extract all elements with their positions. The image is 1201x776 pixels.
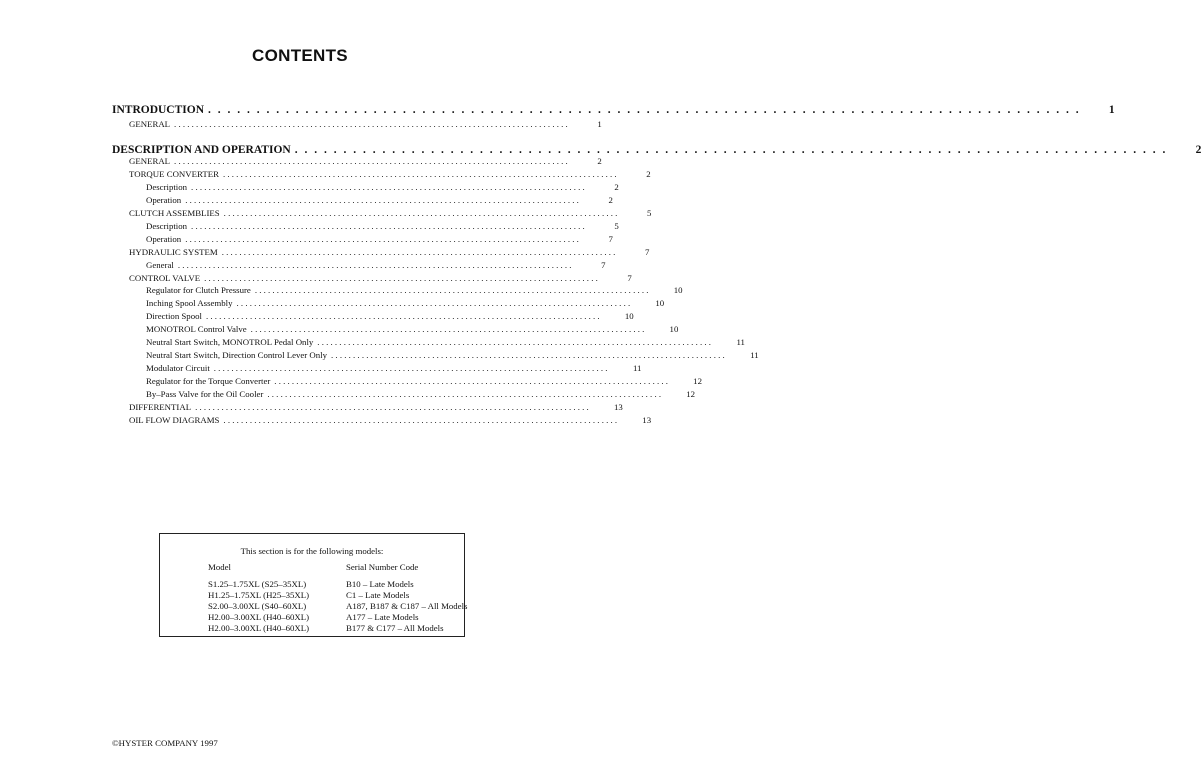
toc-page-number: 11: [750, 350, 759, 360]
toc-page-number: 7: [644, 247, 650, 257]
toc-page-number: 11: [736, 337, 745, 347]
toc-page-number: 10: [669, 324, 679, 334]
toc-page-number: 2: [608, 195, 613, 205]
toc-entry: [112, 376, 702, 387]
toc-entry: [112, 337, 745, 348]
dot-leader: . . . . . . . . . . . . . . . . . . . . . . . . . . . . . . . . . . . . . . . . . . . . . . . . . . . . . . . . . . . . . . . . . . . . . . . . . . . . . . . . . . . . . . . . . .: [223, 208, 618, 218]
model-name: H1.25–1.75XL (H25–35XL): [208, 590, 310, 600]
toc-entry-label: DESCRIPTION AND OPERATION: [112, 144, 291, 156]
dot-leader: . . . . . . . . . . . . . . . . . . . . . . . . . . . . . . . . . . . . . . . . . . . . . . . . . . . . . . . . . . . . . . . . . . . . . . . . . . . . . . . . . . . . . . . . . .: [221, 247, 616, 257]
toc-entry: [112, 247, 650, 258]
toc-entry: [112, 402, 623, 413]
toc-page-number: 5: [614, 221, 619, 231]
toc-entry: [112, 311, 634, 322]
dot-leader: . . . . . . . . . . . . . . . . . . . . . . . . . . . . . . . . . . . . . . . . . . . . . . . . . . . . . . . . . . . . . . . . . . . . . . . . . . . . . . . . . . . . . . . . . .: [191, 221, 585, 231]
toc-entry: [112, 324, 679, 335]
dot-leader: . . . . . . . . . . . . . . . . . . . . . . . . . . . . . . . . . . . . . . . . . . . . . . . . . . . . . . . . . . . . . . . . . . . . . . . . . . . . . . . . . . . . . . . . . .: [204, 273, 598, 283]
toc-entry-label: CONTROL VALVE: [129, 273, 201, 283]
toc-entry-label: TORQUE CONVERTER: [129, 169, 219, 179]
toc-entry: [112, 195, 613, 206]
dot-leader: . . . . . . . . . . . . . . . . . . . . . . . . . . . . . . . . . . . . . . . . . . . . . . . . . . . . . . . . . . . . . . . . . . . . . . . . . . . . . . . . . . . . . . . . . .: [267, 389, 662, 399]
toc-entry: [112, 156, 602, 167]
toc-entry: [112, 285, 683, 296]
toc-entry: [112, 389, 696, 400]
dot-leader: . . . . . . . . . . . . . . . . . . . . . . . . . . . . . . . . . . . . . . . . . . . . . . . . . . . . . . . . . . . . . . . . . . . . . . . . . . . . . . . . . . . . . . . . . .: [254, 285, 649, 295]
dot-leader: . . . . . . . . . . . . . . . . . . . . . . . . . . . . . . . . . . . . . . . . . . . . . . . . . . . . . . . . . . . . . . . . . . . . . . . . . . . . . . . . . . . . . . . . . .: [223, 415, 618, 425]
toc-page-number: 7: [608, 234, 613, 244]
serial-code: B177 & C177 – All Models: [346, 623, 444, 633]
toc-page-number: 13: [613, 402, 623, 412]
toc-page-number: 12: [686, 389, 696, 399]
toc-entry: [112, 221, 619, 232]
toc-entry-label: Description: [146, 182, 188, 192]
toc-entry-label: INTRODUCTION: [112, 104, 205, 116]
serial-code: A177 – Late Models: [346, 612, 419, 622]
toc-entry-label: General: [146, 260, 174, 270]
toc-entry: [112, 260, 606, 271]
toc-entry-label: Neutral Start Switch, MONOTROL Pedal Only: [146, 337, 314, 347]
toc-entry: [112, 363, 642, 374]
model-name: S2.00–3.00XL (S40–60XL): [208, 601, 307, 611]
page-title: CONTENTS: [252, 46, 348, 65]
dot-leader: . . . . . . . . . . . . . . . . . . . . . . . . . . . . . . . . . . . . . . . . . . . . . . . . . . . . . . . . . . . . . . . . . . . . . . . . . . . . . . . . . . . . . . . . . .: [174, 156, 568, 166]
toc-entry-label: Description: [146, 221, 188, 231]
toc-entry-label: OIL FLOW DIAGRAMS: [129, 415, 220, 425]
dot-leader: . . . . . . . . . . . . . . . . . . . . . . . . . . . . . . . . . . . . . . . . . . . . . . . . . . . . . . . . . . . . . . . . . . . . . . . . . . . . . . . . . . . . . . . . . .: [208, 104, 1081, 116]
toc-entry-label: GENERAL: [129, 156, 171, 166]
model-name: H2.00–3.00XL (H40–60XL): [208, 623, 310, 633]
dot-leader: . . . . . . . . . . . . . . . . . . . . . . . . . . . . . . . . . . . . . . . . . . . . . . . . . . . . . . . . . . . . . . . . . . . . . . . . . . . . . . . . . . . . . . . . . .: [185, 195, 579, 205]
toc-section-heading: [112, 143, 1201, 157]
dot-leader: . . . . . . . . . . . . . . . . . . . . . . . . . . . . . . . . . . . . . . . . . . . . . . . . . . . . . . . . . . . . . . . . . . . . . . . . . . . . . . . . . . . . . . . . . .: [195, 402, 589, 412]
toc-entry: [112, 182, 619, 193]
serial-code: C1 – Late Models: [346, 590, 410, 600]
serial-header: Serial Number Code: [346, 562, 419, 572]
toc-entry: [112, 119, 602, 130]
dot-leader: . . . . . . . . . . . . . . . . . . . . . . . . . . . . . . . . . . . . . . . . . . . . . . . . . . . . . . . . . . . . . . . . . . . . . . . . . . . . . . . . . . . . . . . . . .: [185, 234, 579, 244]
toc-page-number: 7: [601, 260, 606, 270]
dot-leader: . . . . . . . . . . . . . . . . . . . . . . . . . . . . . . . . . . . . . . . . . . . . . . . . . . . . . . . . . . . . . . . . . . . . . . . . . . . . . . . . . . . . . . . . . .: [222, 169, 617, 179]
toc-entry-label: Modulator Circuit: [146, 363, 210, 373]
toc-entry: [112, 298, 665, 309]
toc-entry-label: CLUTCH ASSEMBLIES: [129, 208, 220, 218]
model-row: [160, 590, 464, 601]
toc-entry: [112, 169, 651, 180]
dot-leader: . . . . . . . . . . . . . . . . . . . . . . . . . . . . . . . . . . . . . . . . . . . . . . . . . . . . . . . . . . . . . . . . . . . . . . . . . . . . . . . . . . . . . . . . . .: [213, 363, 608, 373]
toc-page-number: 10: [655, 298, 665, 308]
model-name: S1.25–1.75XL (S25–35XL): [208, 579, 307, 589]
toc-page-number: 2: [646, 169, 651, 179]
toc-entry-label: DIFFERENTIAL: [129, 402, 192, 412]
toc-page-number: 10: [624, 311, 634, 321]
dot-leader: . . . . . . . . . . . . . . . . . . . . . . . . . . . . . . . . . . . . . . . . . . . . . . . . . . . . . . . . . . . . . . . . . . . . . . . . . . . . . . . . . . . . . . . . . .: [331, 350, 725, 360]
toc-page-number: 5: [646, 208, 652, 218]
toc-page-number: 12: [693, 376, 702, 386]
toc-page-number: 2: [614, 182, 619, 192]
toc-entry: [112, 273, 632, 284]
model-header: Model: [208, 562, 231, 572]
toc-page-number: 2: [597, 156, 602, 166]
model-row: [160, 612, 464, 623]
toc-page-number: 7: [627, 273, 632, 283]
toc-page-number: 11: [632, 363, 642, 373]
toc-entry-label: GENERAL: [129, 119, 171, 129]
models-intro: This section is for the following models:: [240, 546, 384, 556]
dot-leader: . . . . . . . . . . . . . . . . . . . . . . . . . . . . . . . . . . . . . . . . . . . . . . . . . . . . . . . . . . . . . . . . . . . . . . . . . . . . . . . . . . . . . . . . . .: [177, 260, 572, 270]
toc-entry: [112, 234, 613, 245]
toc-page-number: 2: [1195, 144, 1201, 156]
toc-section-heading: [112, 103, 1115, 117]
toc-entry-label: HYDRAULIC SYSTEM: [129, 247, 218, 257]
dot-leader: . . . . . . . . . . . . . . . . . . . . . . . . . . . . . . . . . . . . . . . . . . . . . . . . . . . . . . . . . . . . . . . . . . . . . . . . . . . . . . . . . . . . . . . . . .: [250, 324, 645, 334]
models-header-row: [160, 562, 464, 573]
toc-entry-label: By–Pass Valve for the Oil Cooler: [146, 389, 264, 399]
toc-page-number: 1: [597, 119, 602, 129]
toc-entry-label: Operation: [146, 195, 182, 205]
dot-leader: . . . . . . . . . . . . . . . . . . . . . . . . . . . . . . . . . . . . . . . . . . . . . . . . . . . . . . . . . . . . . . . . . . . . . . . . . . . . . . . . . . . . . . . . . .: [191, 182, 585, 192]
toc-page-number: 13: [642, 415, 652, 425]
toc-entry: [112, 208, 652, 219]
model-row: [160, 623, 464, 634]
dot-leader: . . . . . . . . . . . . . . . . . . . . . . . . . . . . . . . . . . . . . . . . . . . . . . . . . . . . . . . . . . . . . . . . . . . . . . . . . . . . . . . . . . . . . . . . . .: [317, 337, 711, 347]
toc-entry-label: Regulator for the Torque Converter: [146, 376, 271, 386]
serial-code: A187, B187 & C187 – All Models: [346, 601, 468, 611]
toc-entry-label: MONOTROL Control Valve: [146, 324, 247, 334]
dot-leader: . . . . . . . . . . . . . . . . . . . . . . . . . . . . . . . . . . . . . . . . . . . . . . . . . . . . . . . . . . . . . . . . . . . . . . . . . . . . . . . . . . . . . . . . . .: [274, 376, 668, 386]
toc-entry-label: Inching Spool Assembly: [146, 298, 233, 308]
toc-entry: [112, 415, 652, 426]
models-box: [159, 533, 468, 637]
dot-leader: . . . . . . . . . . . . . . . . . . . . . . . . . . . . . . . . . . . . . . . . . . . . . . . . . . . . . . . . . . . . . . . . . . . . . . . . . . . . . . . . . . . . . . . . . .: [236, 298, 631, 308]
copyright: ©HYSTER COMPANY 1997: [112, 738, 218, 748]
toc-page-number: 10: [673, 285, 683, 295]
toc-entry-label: Direction Spool: [146, 311, 202, 321]
serial-code: B10 – Late Models: [346, 579, 414, 589]
model-name: H2.00–3.00XL (H40–60XL): [208, 612, 310, 622]
toc-entry: [112, 350, 759, 361]
model-row: [160, 601, 468, 612]
model-row: [160, 579, 464, 590]
dot-leader: . . . . . . . . . . . . . . . . . . . . . . . . . . . . . . . . . . . . . . . . . . . . . . . . . . . . . . . . . . . . . . . . . . . . . . . . . . . . . . . . . . . . . . . . . .: [205, 311, 600, 321]
dot-leader: . . . . . . . . . . . . . . . . . . . . . . . . . . . . . . . . . . . . . . . . . . . . . . . . . . . . . . . . . . . . . . . . . . . . . . . . . . . . . . . . . . . . . . . . . .: [174, 119, 568, 129]
toc-entry-label: Operation: [146, 234, 182, 244]
toc-entry-label: Neutral Start Switch, Direction Control Lever Only: [146, 350, 328, 360]
toc-page-number: 1: [1108, 104, 1115, 116]
toc-entry-label: Regulator for Clutch Pressure: [146, 285, 251, 295]
dot-leader: . . . . . . . . . . . . . . . . . . . . . . . . . . . . . . . . . . . . . . . . . . . . . . . . . . . . . . . . . . . . . . . . . . . . . . . . . . . . . . . . . . . . . . . . . .: [294, 144, 1168, 156]
